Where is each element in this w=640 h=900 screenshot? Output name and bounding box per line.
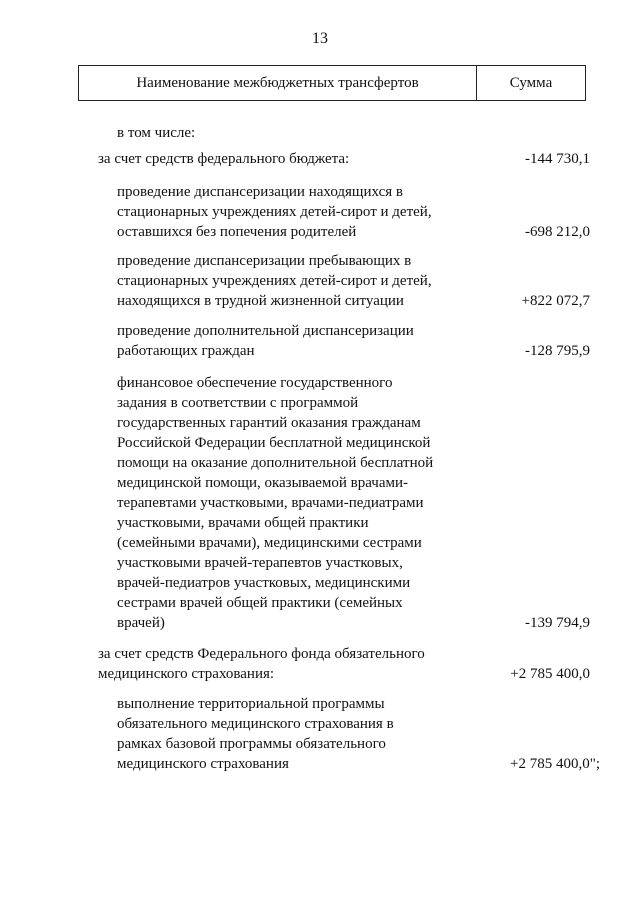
row-amount: +2 785 400,0";: [510, 756, 600, 772]
row-label: за счет средств федерального бюджета:: [98, 151, 350, 167]
row-label: медицинского страхования: [117, 756, 289, 772]
row-label: проведение дополнительной диспансеризации: [117, 323, 414, 339]
row-label: (семейными врачами), медицинскими сестрами: [117, 535, 422, 551]
row-label: рамках базовой программы обязательного: [117, 736, 386, 752]
row-label: находящихся в трудной жизненной ситуации: [117, 293, 404, 309]
row-amount: -139 794,9: [525, 615, 590, 631]
row-label: выполнение территориальной программы: [117, 696, 385, 712]
row-label: участковыми, врачами общей практики: [117, 515, 369, 531]
row-label: проведение диспансеризации находящихся в: [117, 184, 403, 200]
row-label: врачей): [117, 615, 165, 631]
row-label: проведение диспансеризации пребывающих в: [117, 253, 412, 269]
row-label: в том числе:: [117, 125, 196, 141]
row-amount: -144 730,1: [525, 151, 590, 167]
row-label: Российской Федерации бесплатной медицинской: [117, 435, 431, 451]
row-label: медицинского страхования:: [98, 666, 275, 682]
row-amount: -698 212,0: [525, 224, 590, 240]
row-label: сестрами врачей общей практики (семейных: [117, 595, 403, 611]
row-label: помощи на оказание дополнительной бесплатной: [117, 455, 434, 471]
row-label: медицинской помощи, оказываемой врачами-: [117, 475, 409, 491]
row-amount: +822 072,7: [521, 293, 590, 309]
row-label: финансовое обеспечение государственного: [117, 375, 393, 391]
row-amount: +2 785 400,0: [510, 666, 590, 682]
row-label: стационарных учреждениях детей-сирот и детей,: [117, 273, 432, 289]
row-label: государственных гарантий оказания гражданам: [117, 415, 421, 431]
row-label: стационарных учреждениях детей-сирот и детей,: [117, 204, 432, 220]
row-label: задания в соответствии с программой: [117, 395, 359, 411]
row-label: терапевтами участковыми, врачами-педиатрами: [117, 495, 424, 511]
column-header-sum: Сумма: [509, 74, 553, 91]
row-label: оставшихся без попечения родителей: [117, 224, 357, 240]
row-label: участковыми врачей-терапевтов участковых,: [117, 555, 403, 571]
page-number: 13: [312, 30, 328, 47]
row-label: обязательного медицинского страхования в: [117, 716, 394, 732]
row-label: за счет средств Федерального фонда обязательного: [98, 646, 425, 662]
row-label: работающих граждан: [117, 343, 255, 359]
row-amount: -128 795,9: [525, 343, 590, 359]
table-header: [78, 65, 586, 101]
column-header-name: Наименование межбюджетных трансфертов: [79, 66, 477, 100]
row-label: врачей-педиатров участковых, медицинскими: [117, 575, 411, 591]
